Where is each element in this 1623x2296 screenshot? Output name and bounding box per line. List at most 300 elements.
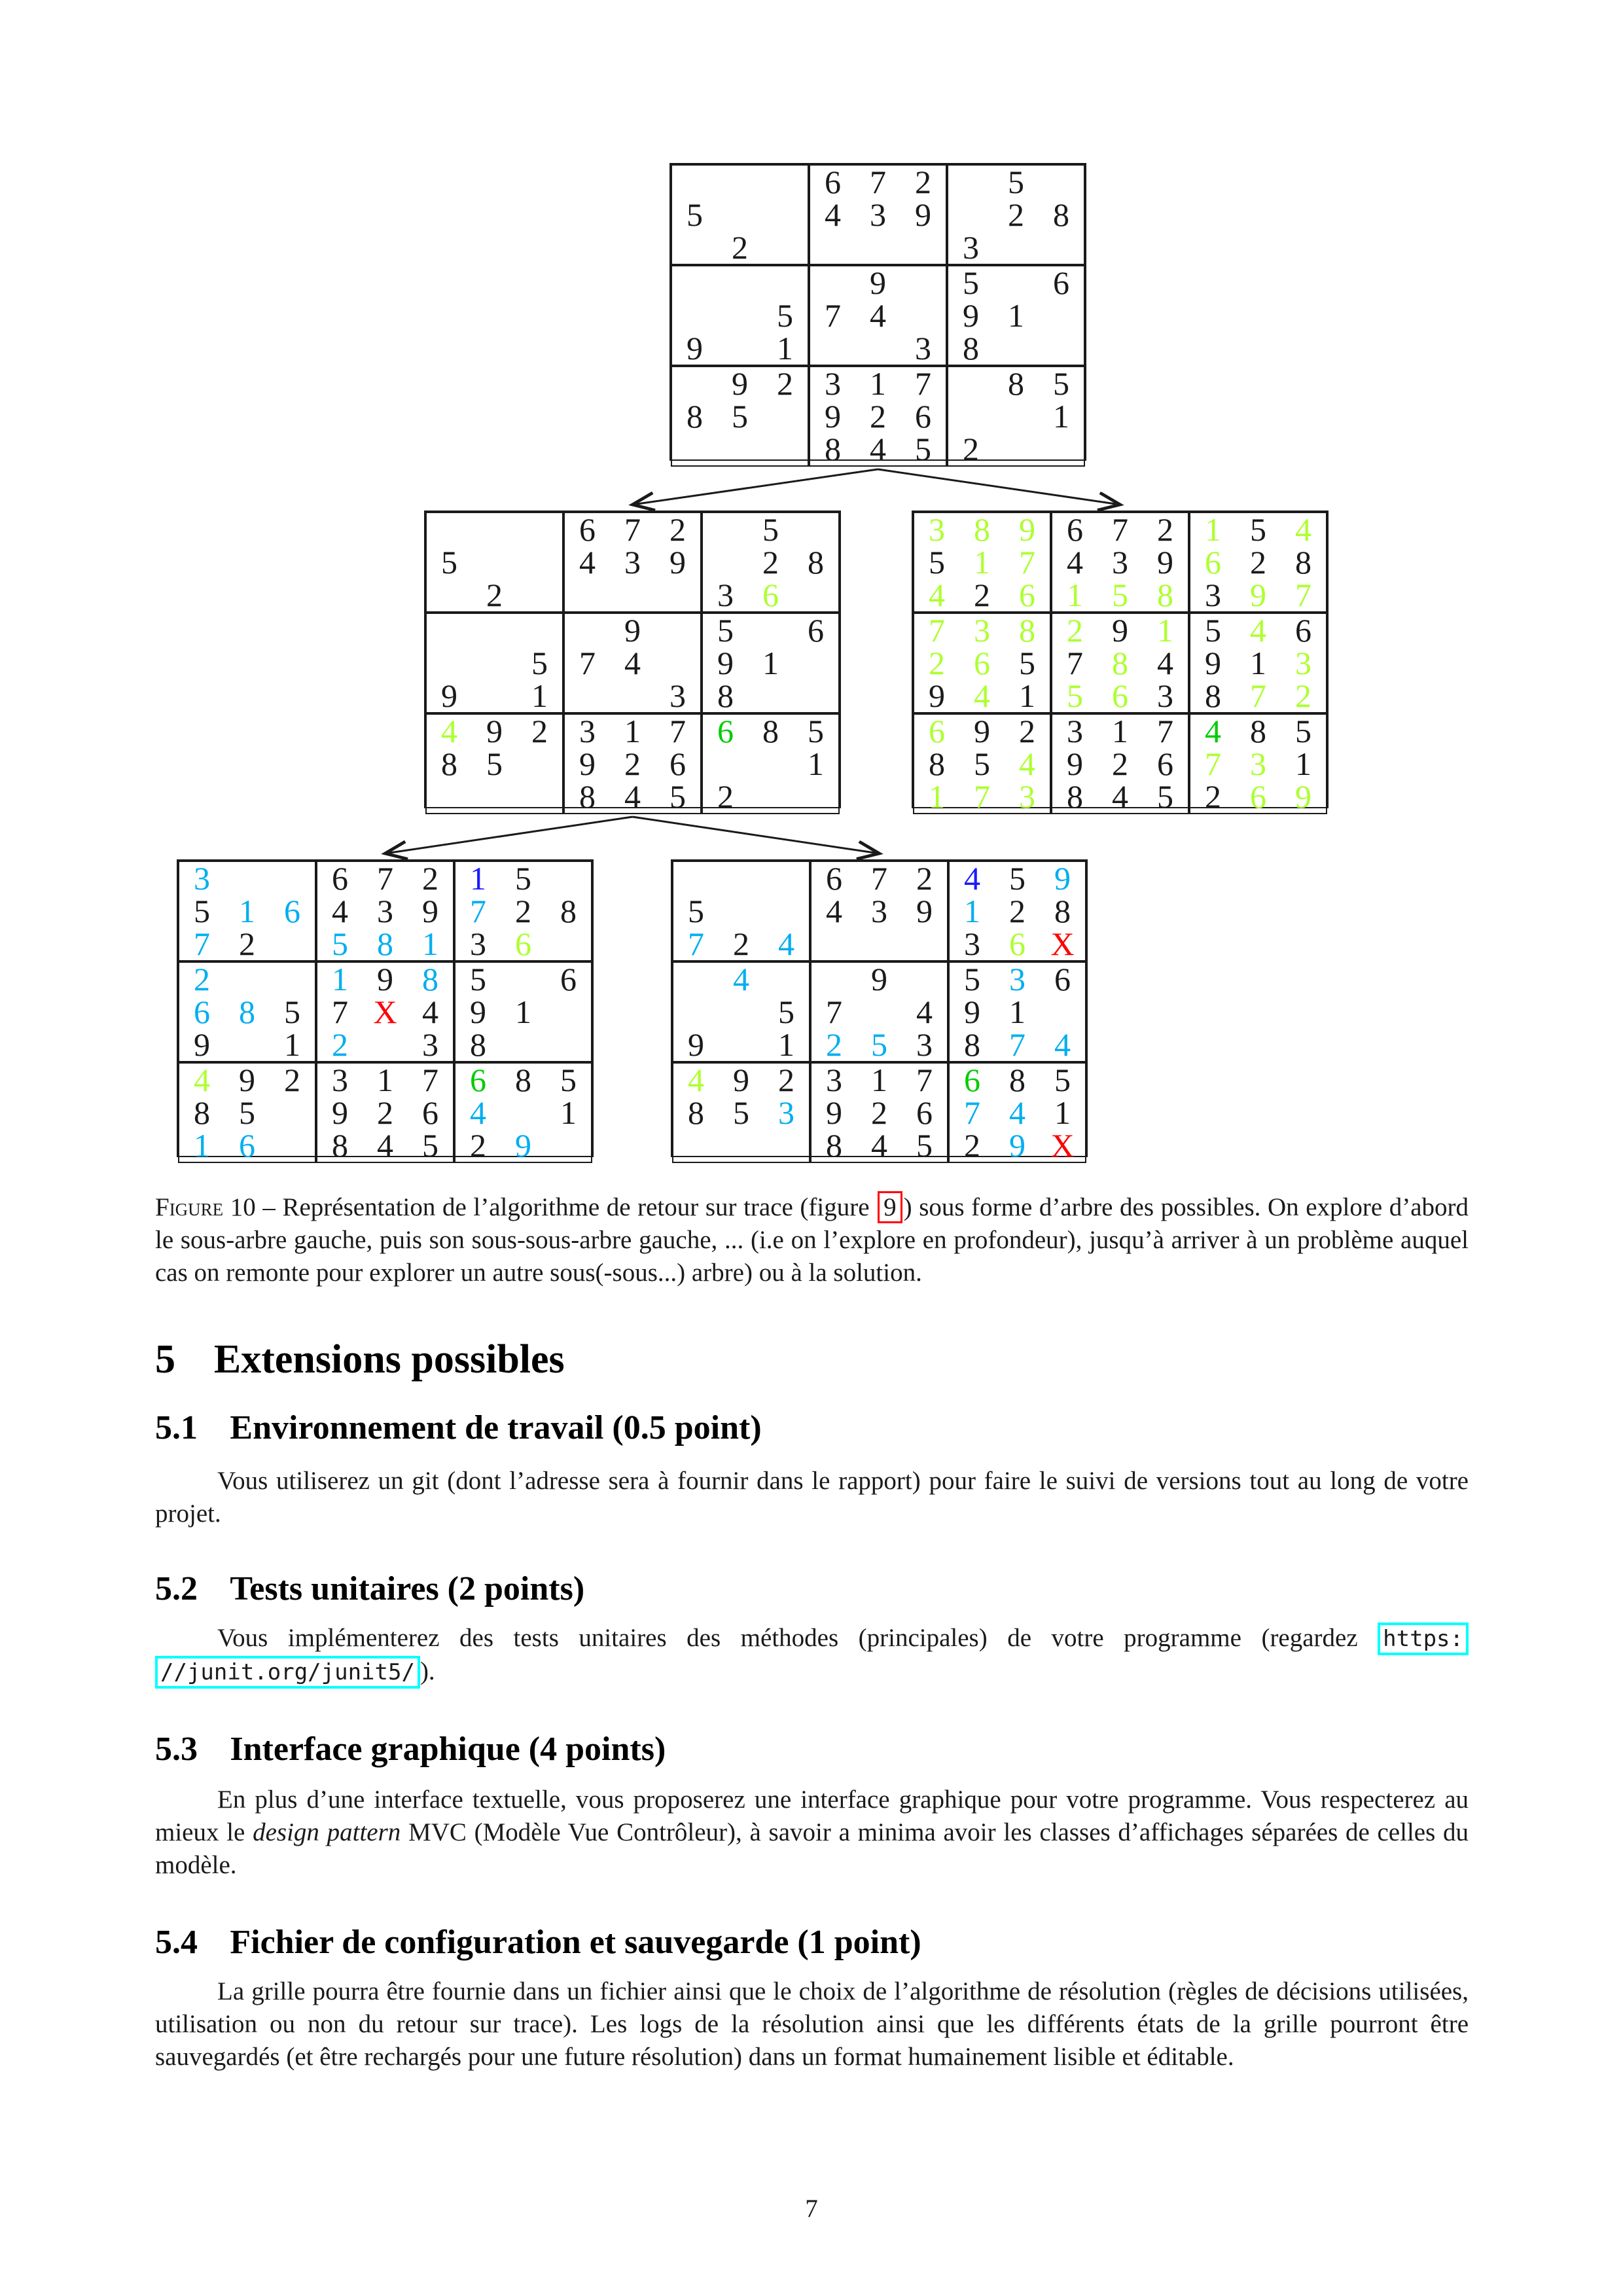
sudoku-cell bbox=[672, 266, 717, 299]
sudoku-cell: 4 bbox=[964, 860, 980, 897]
sudoku-box bbox=[948, 861, 1086, 961]
sudoku-cell: 9 bbox=[963, 297, 979, 334]
sudoku-cell: 8 bbox=[762, 713, 779, 749]
sudoku-box bbox=[913, 512, 1051, 613]
sudoku-cell: 6 bbox=[470, 1062, 486, 1098]
sudoku-cell: 5 bbox=[1019, 645, 1035, 681]
sudoku-cell: 8 bbox=[929, 745, 945, 782]
sudoku-cell bbox=[672, 433, 717, 465]
sudoku-cell: 9 bbox=[486, 713, 503, 749]
sudoku-cell bbox=[719, 1129, 764, 1162]
sudoku-cell bbox=[610, 579, 655, 611]
sudoku-cell: 2 bbox=[871, 1094, 887, 1131]
sudoku-cell: 2 bbox=[733, 925, 749, 962]
sudoku-cell: 1 bbox=[808, 745, 824, 782]
sudoku-box bbox=[672, 961, 810, 1062]
sudoku-cell: 6 bbox=[1295, 612, 1311, 649]
section-5-title: Extensions possibles bbox=[213, 1337, 565, 1382]
sudoku-cell bbox=[812, 963, 857, 996]
sudoku-cell: 7 bbox=[1250, 677, 1266, 714]
sudoku-cell: 9 bbox=[1019, 511, 1035, 548]
sudoku-cell: 5 bbox=[808, 713, 824, 749]
sudoku-cell: 3 bbox=[870, 196, 886, 233]
sudoku-cell: 4 bbox=[1067, 544, 1083, 581]
sudoku-box bbox=[948, 1062, 1086, 1163]
sudoku-cell: 2 bbox=[1009, 893, 1026, 929]
sudoku-cell: 7 bbox=[377, 860, 393, 897]
subsection-5-2-heading bbox=[155, 1570, 584, 1609]
sudoku-cell: 8 bbox=[579, 778, 596, 815]
sudoku-box bbox=[1189, 713, 1327, 814]
sudoku-cell: 5 bbox=[194, 893, 210, 929]
sudoku-cell: 9 bbox=[687, 330, 703, 367]
sudoku-cell bbox=[857, 996, 902, 1028]
tree-edge-arrow bbox=[878, 469, 1120, 505]
figure-caption-text-after: ) sous forme d’arbre des possibles. On explore d’abord le sous-arbre gauche, puis son sous-sous-arbre gauche, ... (i.e on l’explore en profondeur), jusqu’à arriver à un problème auquel cas on remonte pour explorer un autre sous(-sous...) arbre) ou à la solution. bbox=[155, 1193, 1469, 1287]
sudoku-box bbox=[425, 613, 563, 713]
junit-link-part-1[interactable]: https: bbox=[1378, 1623, 1469, 1655]
subsection-5-1-number: 5.1 bbox=[155, 1409, 198, 1446]
sudoku-cell: 4 bbox=[1019, 745, 1035, 782]
sudoku-cell: 5 bbox=[871, 1026, 887, 1063]
sudoku-cell bbox=[948, 367, 993, 400]
sudoku-box bbox=[913, 613, 1051, 713]
sudoku-cell: 7 bbox=[825, 297, 841, 334]
figure-caption bbox=[155, 1191, 1469, 1289]
sudoku-cell: 5 bbox=[1067, 677, 1083, 714]
sudoku-cell: 3 bbox=[624, 544, 641, 581]
subsection-5-4-number: 5.4 bbox=[155, 1924, 198, 1961]
sudoku-cell: 7 bbox=[669, 713, 686, 749]
sudoku-cell: 5 bbox=[441, 544, 457, 581]
sudoku-cell bbox=[673, 996, 719, 1028]
sudoku-cell bbox=[427, 579, 472, 611]
sudoku-cell: 5 bbox=[762, 511, 779, 548]
sudoku-cell: 5 bbox=[332, 925, 348, 962]
sudoku-cell: 7 bbox=[470, 893, 486, 929]
sudoku-cell: 6 bbox=[717, 713, 734, 749]
sudoku-cell: 3 bbox=[1019, 778, 1035, 815]
sudoku-cell bbox=[993, 266, 1039, 299]
junit-link-part-2[interactable]: //junit.org/junit5/ bbox=[155, 1656, 420, 1689]
sudoku-cell: 5 bbox=[470, 961, 486, 997]
sudoku-cell: 5 bbox=[732, 398, 748, 435]
sudoku-box bbox=[809, 164, 947, 265]
sudoku-cell: 1 bbox=[239, 893, 255, 929]
sudoku-cell: 4 bbox=[1205, 713, 1221, 749]
sudoku-cell bbox=[719, 895, 764, 927]
sudoku-cell: 2 bbox=[964, 1127, 980, 1164]
sudoku-cell bbox=[565, 614, 610, 647]
sudoku-cell bbox=[546, 862, 591, 895]
sudoku-cell: 9 bbox=[974, 713, 990, 749]
sudoku-cell: 2 bbox=[762, 544, 779, 581]
sudoku-cell: 1 bbox=[1008, 297, 1024, 334]
sudoku-cell bbox=[902, 927, 947, 960]
sudoku-cell: 8 bbox=[1008, 365, 1024, 402]
sudoku-cell: 2 bbox=[974, 577, 990, 613]
sudoku-cell: 9 bbox=[422, 893, 438, 929]
sudoku-cell bbox=[764, 963, 809, 996]
sudoku-cell: 4 bbox=[825, 196, 841, 233]
sudoku-cell bbox=[717, 266, 762, 299]
sudoku-cell: 6 bbox=[669, 745, 686, 782]
sudoku-cell: 4 bbox=[974, 677, 990, 714]
sudoku-box bbox=[809, 366, 947, 467]
sudoku-cell bbox=[270, 1129, 315, 1162]
sudoku-cell: 3 bbox=[826, 1062, 842, 1098]
sudoku-cell: 6 bbox=[916, 1094, 933, 1131]
sudoku-cell: 5 bbox=[422, 1127, 438, 1164]
sudoku-cell: 8 bbox=[825, 431, 841, 467]
sudoku-cell bbox=[703, 747, 748, 780]
sudoku-cell: 2 bbox=[1157, 511, 1173, 548]
sudoku-cell: 2 bbox=[531, 713, 548, 749]
sudoku-cell: 5 bbox=[733, 1094, 749, 1131]
sudoku-cell: 1 bbox=[929, 778, 945, 815]
sudoku-cell: 5 bbox=[515, 860, 531, 897]
sudoku-cell: 3 bbox=[579, 713, 596, 749]
sudoku-cell: 9 bbox=[964, 994, 980, 1030]
sudoku-cell: 6 bbox=[964, 1062, 980, 1098]
sudoku-cell: 1 bbox=[624, 713, 641, 749]
sudoku-cell: 4 bbox=[624, 645, 641, 681]
subsection-5-4-title: Fichier de configuration et sauvegarde (1 point) bbox=[230, 1924, 921, 1961]
sudoku-cell bbox=[1039, 299, 1084, 332]
sudoku-cell: 4 bbox=[377, 1127, 393, 1164]
sudoku-cell: 9 bbox=[515, 1127, 531, 1164]
sudoku-cell bbox=[517, 780, 562, 813]
sudoku-cell: 8 bbox=[1019, 612, 1035, 649]
sudoku-cell: 4 bbox=[916, 994, 933, 1030]
sudoku-cell: 7 bbox=[916, 1062, 933, 1098]
sudoku-cell: 8 bbox=[377, 925, 393, 962]
subsection-5-3-title: Interface graphique (4 points) bbox=[230, 1731, 666, 1768]
sudoku-cell: 1 bbox=[1019, 677, 1035, 714]
sudoku-cell: 2 bbox=[515, 893, 531, 929]
sudoku-cell: 2 bbox=[777, 365, 793, 402]
sudoku-grid-bottom-right bbox=[671, 859, 1088, 1164]
sudoku-box bbox=[1189, 613, 1327, 713]
sudoku-cell: 1 bbox=[777, 330, 793, 367]
sudoku-cell bbox=[517, 513, 562, 546]
sudoku-cell: 9 bbox=[916, 893, 933, 929]
sudoku-cell bbox=[672, 166, 717, 198]
sudoku-cell: 5 bbox=[284, 994, 300, 1030]
sudoku-cell: 3 bbox=[422, 1026, 438, 1063]
sudoku-cell: 8 bbox=[1112, 645, 1128, 681]
sudoku-cell: 7 bbox=[1112, 511, 1128, 548]
sudoku-cell: 4 bbox=[1157, 645, 1173, 681]
sudoku-cell: 1 bbox=[762, 645, 779, 681]
sudoku-cell: 8 bbox=[963, 330, 979, 367]
sudoku-cell: 5 bbox=[1205, 612, 1221, 649]
sudoku-cell bbox=[363, 1028, 408, 1061]
sudoku-cell: 6 bbox=[808, 612, 824, 649]
sudoku-cell: 7 bbox=[1009, 1026, 1026, 1063]
sudoku-cell bbox=[764, 895, 809, 927]
sudoku-cell: 5 bbox=[531, 645, 548, 681]
sudoku-cell: 6 bbox=[1250, 778, 1266, 815]
sudoku-cell bbox=[748, 614, 793, 647]
sudoku-cell bbox=[717, 198, 762, 231]
sudoku-cell: 2 bbox=[1008, 196, 1024, 233]
sudoku-box bbox=[702, 613, 840, 713]
sudoku-cell bbox=[703, 513, 748, 546]
sudoku-cell: 3 bbox=[825, 365, 841, 402]
sudoku-cell: 4 bbox=[624, 778, 641, 815]
sudoku-cell: 9 bbox=[1250, 577, 1266, 613]
sudoku-cell: 6 bbox=[915, 398, 931, 435]
sudoku-cell: 9 bbox=[825, 398, 841, 435]
sudoku-box bbox=[913, 713, 1051, 814]
sudoku-cell: 1 bbox=[1067, 577, 1083, 613]
sudoku-cell bbox=[427, 513, 472, 546]
sudoku-cell bbox=[948, 166, 993, 198]
sudoku-cell: 9 bbox=[733, 1062, 749, 1098]
sudoku-cell: 6 bbox=[1009, 925, 1026, 962]
sudoku-cell: 5 bbox=[1053, 365, 1069, 402]
sudoku-cell bbox=[517, 614, 562, 647]
sudoku-cell: 3 bbox=[915, 330, 931, 367]
sudoku-box bbox=[702, 713, 840, 814]
sudoku-cell bbox=[501, 1028, 546, 1061]
sudoku-cell bbox=[993, 231, 1039, 264]
paragraph-5-4: La grille pourra être fournie dans un fichier ainsi que le choix de l’algorithme de résolution (règles de décisions utilisées, utilisation ou non du retour sur trace). Les logs de la résolution ainsi que les différents états de la grille pourront être sauvegardés (et être rechargés pour une future résolution) dans un format humainement lisible et éditable. bbox=[155, 1977, 1469, 2071]
sudoku-cell: 5 bbox=[974, 745, 990, 782]
sudoku-cell: 9 bbox=[332, 1094, 348, 1131]
sudoku-cell: 9 bbox=[194, 1026, 210, 1063]
sudoku-cell: 6 bbox=[1054, 961, 1071, 997]
sudoku-cell: 4 bbox=[1250, 612, 1266, 649]
sudoku-box bbox=[563, 713, 702, 814]
paragraph-5-2-text-after: ). bbox=[419, 1657, 435, 1685]
sudoku-cell: 9 bbox=[1112, 612, 1128, 649]
sudoku-cell: 8 bbox=[239, 994, 255, 1030]
sudoku-cell: 2 bbox=[1019, 713, 1035, 749]
sudoku-cell: 5 bbox=[1008, 164, 1024, 200]
sudoku-cell: 7 bbox=[194, 925, 210, 962]
sudoku-cell: 6 bbox=[332, 860, 348, 897]
sudoku-cell bbox=[901, 231, 946, 264]
sudoku-cell: 1 bbox=[1205, 511, 1221, 548]
sudoku-cell: 8 bbox=[1295, 544, 1311, 581]
sudoku-cell: 5 bbox=[963, 264, 979, 301]
subsection-5-2-number: 5.2 bbox=[155, 1570, 198, 1607]
sudoku-cell: 3 bbox=[964, 925, 980, 962]
sudoku-cell: 7 bbox=[964, 1094, 980, 1131]
tree-edge-arrow bbox=[385, 817, 633, 853]
sudoku-cell: 1 bbox=[964, 893, 980, 929]
sudoku-cell: 2 bbox=[717, 778, 734, 815]
sudoku-cell: 3 bbox=[871, 893, 887, 929]
sudoku-cell: 2 bbox=[284, 1062, 300, 1098]
sudoku-cell: 1 bbox=[974, 544, 990, 581]
sudoku-cell: 9 bbox=[239, 1062, 255, 1098]
sudoku-cell: 2 bbox=[194, 961, 210, 997]
sudoku-cell bbox=[224, 1028, 270, 1061]
sudoku-cell bbox=[993, 400, 1039, 433]
sudoku-box bbox=[1051, 713, 1189, 814]
sudoku-cell: 3 bbox=[1205, 577, 1221, 613]
sudoku-box bbox=[563, 613, 702, 713]
sudoku-grid-middle-right bbox=[912, 511, 1329, 815]
sudoku-cell: 6 bbox=[284, 893, 300, 929]
sudoku-cell bbox=[672, 299, 717, 332]
sudoku-cell bbox=[1039, 332, 1084, 365]
sudoku-cell: 3 bbox=[929, 511, 945, 548]
sudoku-cell: 2 bbox=[486, 577, 503, 613]
sudoku-grid-middle-left bbox=[424, 511, 841, 815]
sudoku-cell: 6 bbox=[579, 511, 596, 548]
sudoku-cell: 9 bbox=[377, 961, 393, 997]
sudoku-cell bbox=[762, 266, 808, 299]
paragraph-5-3-text-after: MVC (Modèle Vue Contrôleur), à savoir a minima avoir les classes d’affichages séparées de celles du modèle. bbox=[155, 1818, 1469, 1879]
figure-9-reference-link[interactable]: 9 bbox=[878, 1191, 902, 1223]
sudoku-cell: 4 bbox=[870, 431, 886, 467]
sudoku-cell bbox=[703, 546, 748, 579]
sudoku-cell bbox=[1039, 433, 1084, 465]
sudoku-cell bbox=[810, 266, 855, 299]
sudoku-cell bbox=[901, 266, 946, 299]
sudoku-cell bbox=[857, 927, 902, 960]
sudoku-cell bbox=[565, 679, 610, 712]
sudoku-cell bbox=[224, 862, 270, 895]
sudoku-cell bbox=[517, 747, 562, 780]
sudoku-cell: 5 bbox=[1009, 860, 1026, 897]
sudoku-cell: 2 bbox=[732, 229, 748, 266]
sudoku-cell: 9 bbox=[732, 365, 748, 402]
sudoku-cell: 4 bbox=[826, 893, 842, 929]
section-5-number: 5 bbox=[155, 1337, 175, 1382]
sudoku-cell: 2 bbox=[1112, 745, 1128, 782]
sudoku-cell: 4 bbox=[1009, 1094, 1026, 1131]
sudoku-cell bbox=[748, 747, 793, 780]
sudoku-cell bbox=[748, 780, 793, 813]
sudoku-cell: 5 bbox=[1250, 511, 1266, 548]
sudoku-cell bbox=[793, 679, 838, 712]
sudoku-cell: 9 bbox=[717, 645, 734, 681]
sudoku-cell: 9 bbox=[1157, 544, 1173, 581]
sudoku-cell: 7 bbox=[624, 511, 641, 548]
sudoku-cell: 6 bbox=[1205, 544, 1221, 581]
sudoku-box bbox=[1051, 512, 1189, 613]
sudoku-cell bbox=[719, 1028, 764, 1061]
sudoku-cell: 6 bbox=[929, 713, 945, 749]
sudoku-cell: 1 bbox=[377, 1062, 393, 1098]
sudoku-cell: 4 bbox=[733, 961, 749, 997]
sudoku-cell: 8 bbox=[422, 961, 438, 997]
sudoku-cell bbox=[901, 299, 946, 332]
sudoku-cell bbox=[427, 780, 472, 813]
figure-caption-dash: – bbox=[262, 1193, 276, 1221]
sudoku-box bbox=[316, 861, 454, 961]
sudoku-cell: 7 bbox=[929, 612, 945, 649]
sudoku-cell: 4 bbox=[929, 577, 945, 613]
sudoku-cell: 6 bbox=[194, 994, 210, 1030]
sudoku-cell: 2 bbox=[916, 860, 933, 897]
sudoku-cell: 2 bbox=[377, 1094, 393, 1131]
sudoku-cell bbox=[224, 963, 270, 996]
sudoku-cell: 3 bbox=[778, 1094, 794, 1131]
paragraph-5-3 bbox=[155, 1784, 1469, 1882]
sudoku-cell bbox=[993, 332, 1039, 365]
sudoku-cell: 8 bbox=[826, 1127, 842, 1164]
sudoku-cell: 9 bbox=[470, 994, 486, 1030]
sudoku-box bbox=[454, 1062, 592, 1163]
sudoku-cell: 2 bbox=[1067, 612, 1083, 649]
sudoku-cell bbox=[546, 927, 591, 960]
sudoku-cell: 8 bbox=[1053, 196, 1069, 233]
sudoku-cell bbox=[472, 614, 517, 647]
sudoku-cell: 4 bbox=[1295, 511, 1311, 548]
sudoku-cell bbox=[762, 400, 808, 433]
sudoku-cell bbox=[270, 862, 315, 895]
sudoku-cell: 5 bbox=[1295, 713, 1311, 749]
sudoku-cell bbox=[655, 647, 700, 679]
sudoku-cell: 2 bbox=[826, 1026, 842, 1063]
sudoku-cell bbox=[672, 231, 717, 264]
sudoku-cell bbox=[1039, 166, 1084, 198]
sudoku-cell: 8 bbox=[687, 398, 703, 435]
sudoku-cell: 8 bbox=[560, 893, 577, 929]
sudoku-cell: 7 bbox=[332, 994, 348, 1030]
sudoku-cell: 1 bbox=[284, 1026, 300, 1063]
sudoku-box bbox=[671, 366, 809, 467]
sudoku-cell bbox=[655, 579, 700, 611]
sudoku-cell: 9 bbox=[870, 264, 886, 301]
sudoku-cell: 7 bbox=[1067, 645, 1083, 681]
sudoku-cell: 8 bbox=[1009, 1062, 1026, 1098]
sudoku-cell: 9 bbox=[1205, 645, 1221, 681]
sudoku-cell: 4 bbox=[422, 994, 438, 1030]
sudoku-cell: 7 bbox=[974, 778, 990, 815]
sudoku-cell: 7 bbox=[871, 860, 887, 897]
sudoku-cell: 2 bbox=[778, 1062, 794, 1098]
sudoku-box bbox=[425, 713, 563, 814]
sudoku-cell: 7 bbox=[826, 994, 842, 1030]
sudoku-cell bbox=[793, 513, 838, 546]
sudoku-cell bbox=[717, 433, 762, 465]
sudoku-cell: 7 bbox=[422, 1062, 438, 1098]
sudoku-cell: 7 bbox=[688, 925, 704, 962]
sudoku-cell: 1 bbox=[560, 1094, 577, 1131]
sudoku-box bbox=[454, 861, 592, 961]
sudoku-cell: 1 bbox=[194, 1127, 210, 1164]
sudoku-cell bbox=[762, 433, 808, 465]
sudoku-cell: 9 bbox=[624, 612, 641, 649]
sudoku-cell: 5 bbox=[669, 778, 686, 815]
sudoku-box bbox=[809, 265, 947, 366]
sudoku-cell: 4 bbox=[579, 544, 596, 581]
sudoku-cell: 4 bbox=[1112, 778, 1128, 815]
sudoku-cell bbox=[810, 332, 855, 365]
sudoku-box bbox=[1189, 512, 1327, 613]
sudoku-cell: 5 bbox=[717, 612, 734, 649]
sudoku-cell: 1 bbox=[1054, 1094, 1071, 1131]
section-5-heading bbox=[155, 1336, 565, 1382]
sudoku-cell: 5 bbox=[777, 297, 793, 334]
sudoku-cell bbox=[812, 927, 857, 960]
sudoku-cell: 4 bbox=[870, 297, 886, 334]
sudoku-cell bbox=[427, 614, 472, 647]
sudoku-cell bbox=[762, 166, 808, 198]
sudoku-cell: 8 bbox=[1054, 893, 1071, 929]
sudoku-cell: 9 bbox=[688, 1026, 704, 1063]
sudoku-cell bbox=[948, 400, 993, 433]
sudoku-cell: 9 bbox=[915, 196, 931, 233]
sudoku-box bbox=[810, 961, 948, 1062]
